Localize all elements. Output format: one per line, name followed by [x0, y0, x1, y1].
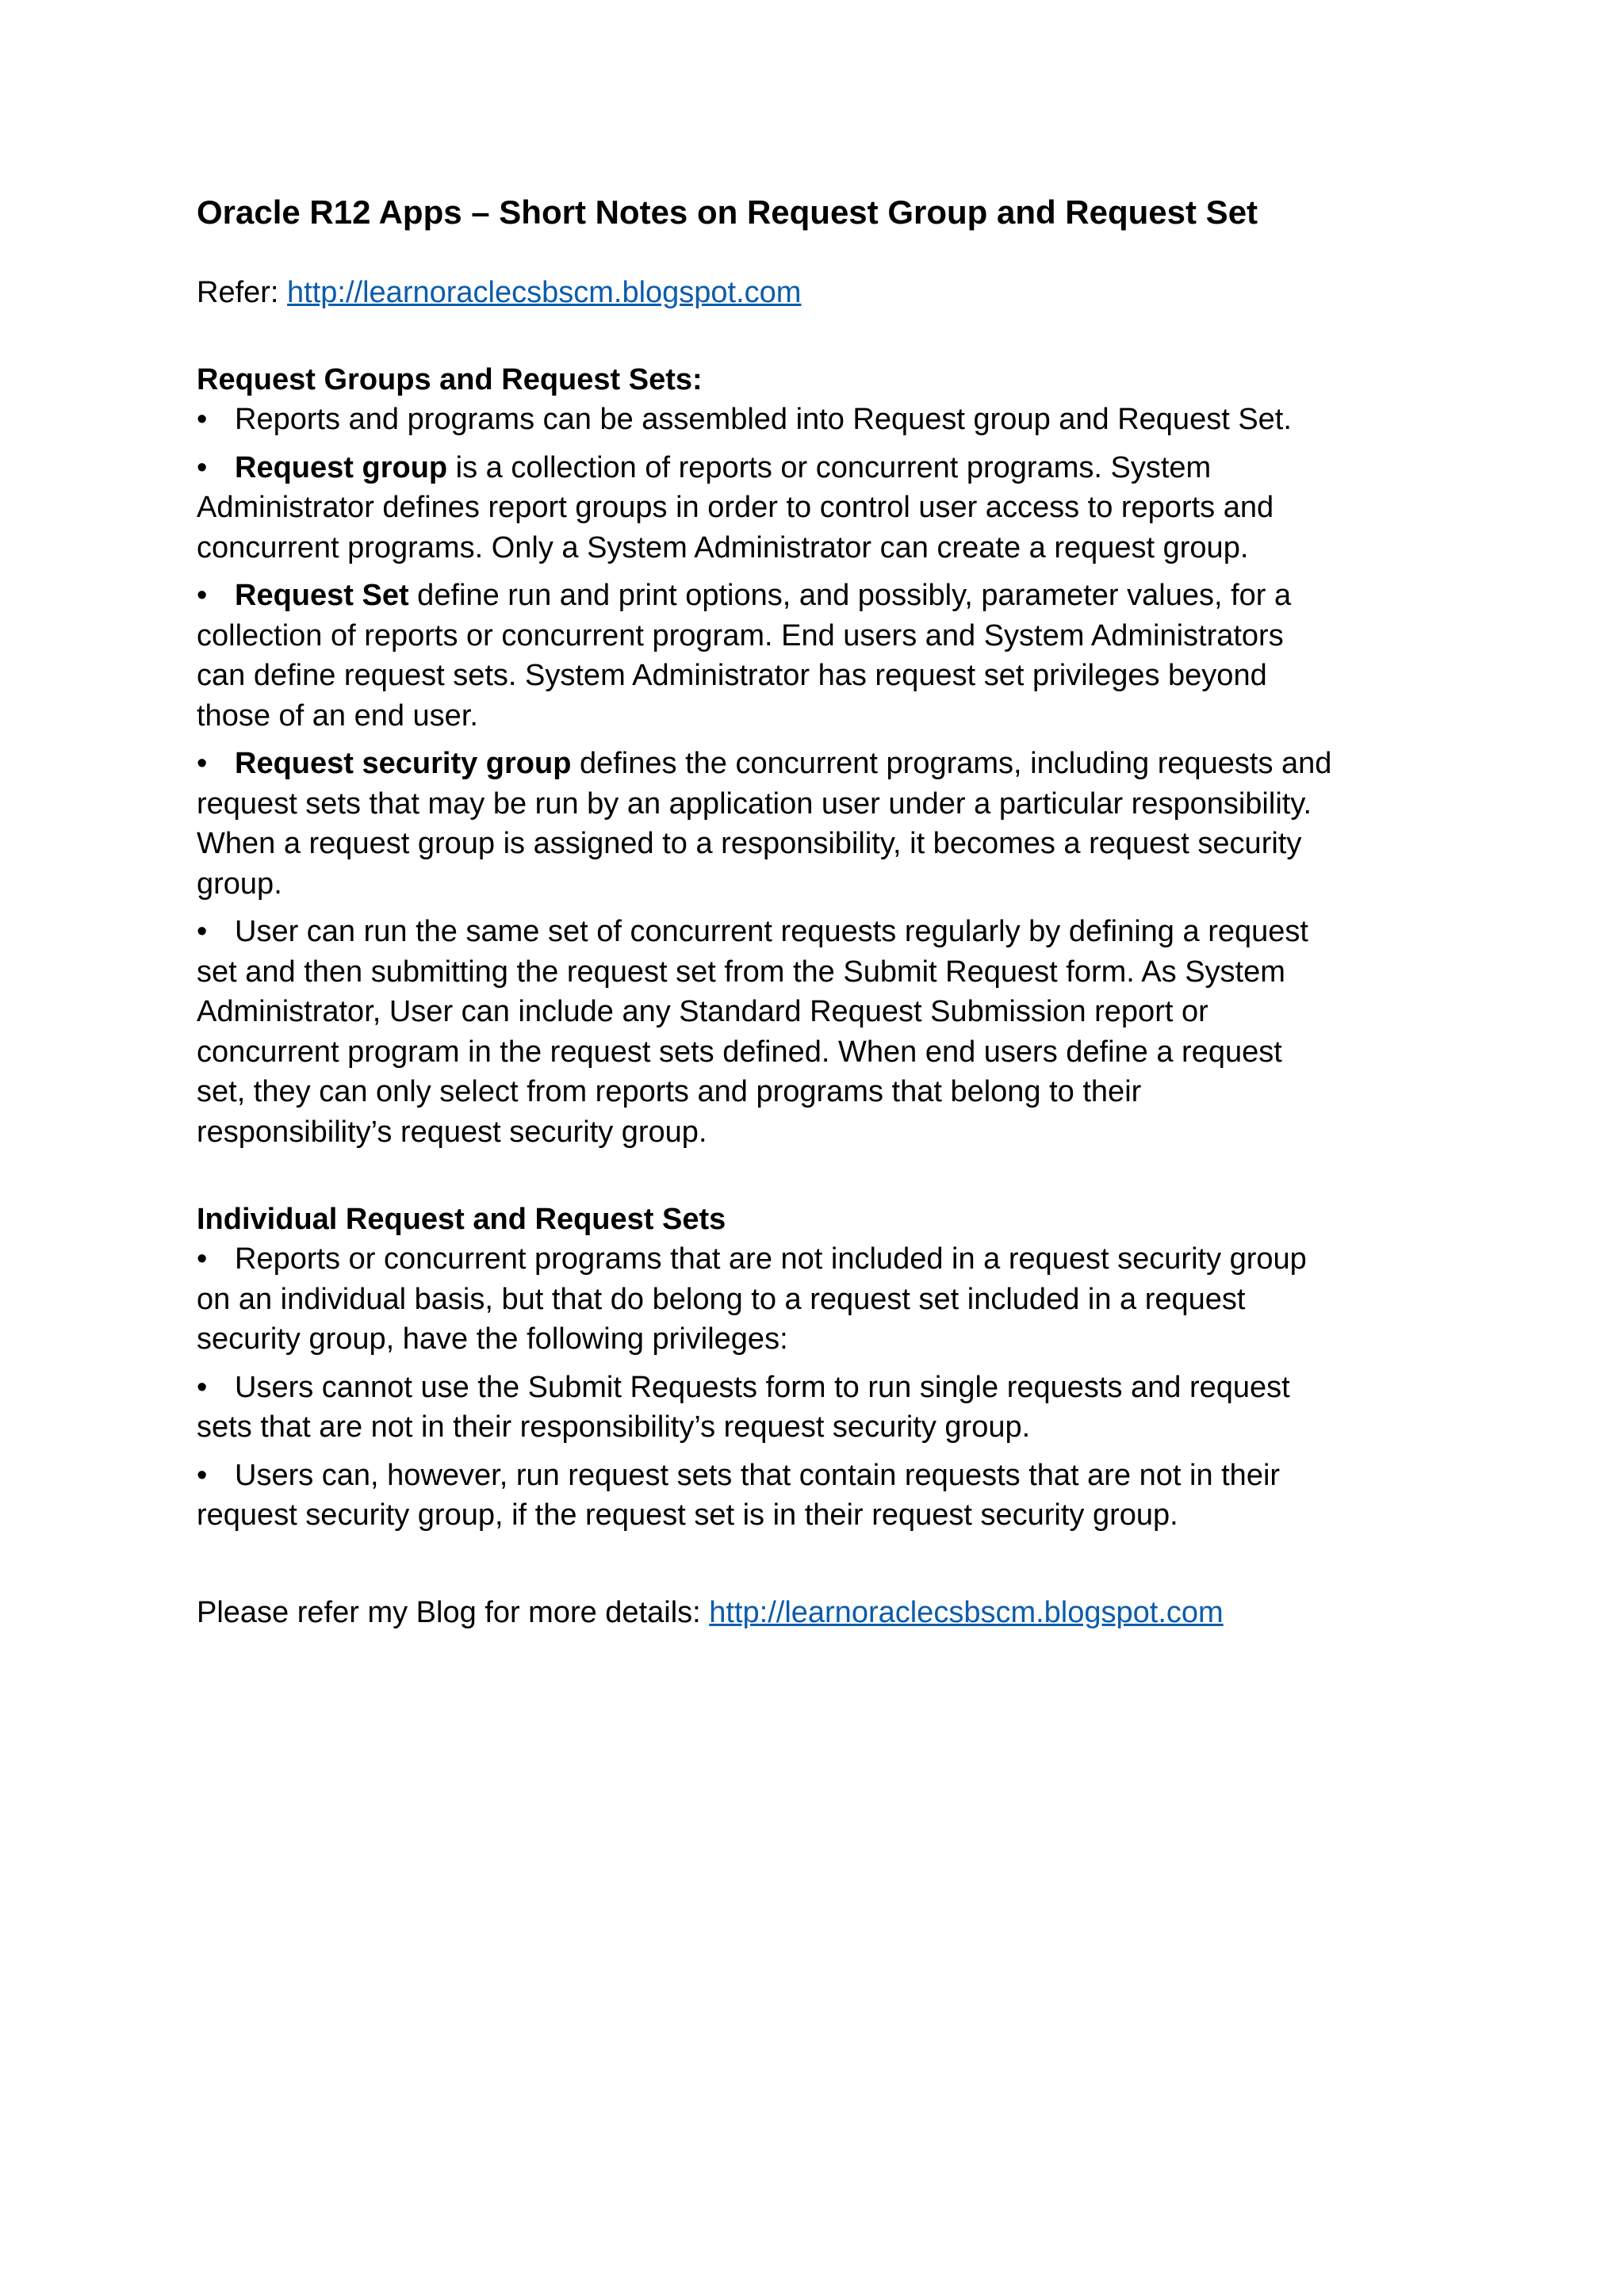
- bullet-text: defines the concurrent programs, including requests and request sets that may be run by an application user under a particular responsibility. When a request group is assigned to a responsibility, it becomes a request security group.: [197, 747, 1332, 901]
- section-individual-requests: [197, 1200, 1339, 1536]
- bullet-text: Users can, however, run request sets that contain requests that are not in their request security group, if the request set is in their request security group.: [197, 1458, 1281, 1532]
- list-item: [197, 400, 1339, 440]
- bullet-text: define run and print options, and possibly, parameter values, for a collection of reports or concurrent program. End users and System Administrators can define request sets. System Administrator has request set privileges beyond those of an end user.: [197, 579, 1292, 733]
- page-title: Oracle R12 Apps – Short Notes on Request Group and Request Set: [197, 193, 1258, 231]
- bullet-text: is a collection of reports or concurrent programs. System Administrator defines report groups in order to control user access to reports and concurrent programs. Only a System Administrator can create a request group.: [197, 450, 1274, 564]
- list-item: [197, 576, 1339, 736]
- bullet-icon: •: [197, 747, 208, 780]
- footer-link[interactable]: http://learnoraclecsbscm.blogspot.com: [709, 1595, 1224, 1629]
- bullet-bold-term: Request Set: [235, 579, 409, 612]
- bullet-icon: •: [197, 1370, 208, 1404]
- list-item: [197, 912, 1339, 1152]
- bullet-icon: •: [197, 579, 208, 612]
- list-item: [197, 744, 1339, 904]
- list-item: [197, 1456, 1339, 1536]
- section-request-groups: [197, 360, 1339, 1152]
- bullet-icon: •: [197, 1242, 208, 1276]
- footer-line: [197, 1593, 1339, 1632]
- refer-label: Refer:: [197, 276, 279, 309]
- bullet-bold-term: Request group: [235, 450, 448, 484]
- footer-label: Please refer my Blog for more details:: [197, 1595, 701, 1629]
- bullet-icon: •: [197, 403, 208, 436]
- section-heading: Request Groups and Request Sets:: [197, 363, 703, 396]
- section-heading: Individual Request and Request Sets: [197, 1203, 726, 1236]
- bullet-text: User can run the same set of concurrent requests regularly by defining a request set and then submitting the request set from the Submit Request form. As System Administrator, User can include any Standard Request Submission report or concurrent program in the request sets defined. When end users define a request set, they can only select from reports and programs that belong to their responsibility’s request security group.: [197, 915, 1308, 1149]
- list-item: [197, 1239, 1339, 1360]
- bullet-bold-term: Request security group: [235, 747, 572, 780]
- bullet-text: Users cannot use the Submit Requests form to run single requests and request sets that are not in their responsibility’s request security group.: [197, 1370, 1290, 1444]
- bullet-text: Reports or concurrent programs that are not included in a request security group on an individual basis, but that do belong to a request set included in a request security group, have the following privileges:: [197, 1242, 1307, 1356]
- list-item: [197, 448, 1339, 568]
- bullet-icon: •: [197, 450, 208, 484]
- bullet-text: Reports and programs can be assembled into Request group and Request Set.: [235, 403, 1292, 436]
- list-item: [197, 1368, 1339, 1448]
- refer-link[interactable]: http://learnoraclecsbscm.blogspot.com: [287, 276, 802, 309]
- document-page: [197, 190, 1339, 1632]
- bullet-icon: •: [197, 915, 208, 948]
- refer-line: [197, 273, 1339, 312]
- bullet-icon: •: [197, 1458, 208, 1492]
